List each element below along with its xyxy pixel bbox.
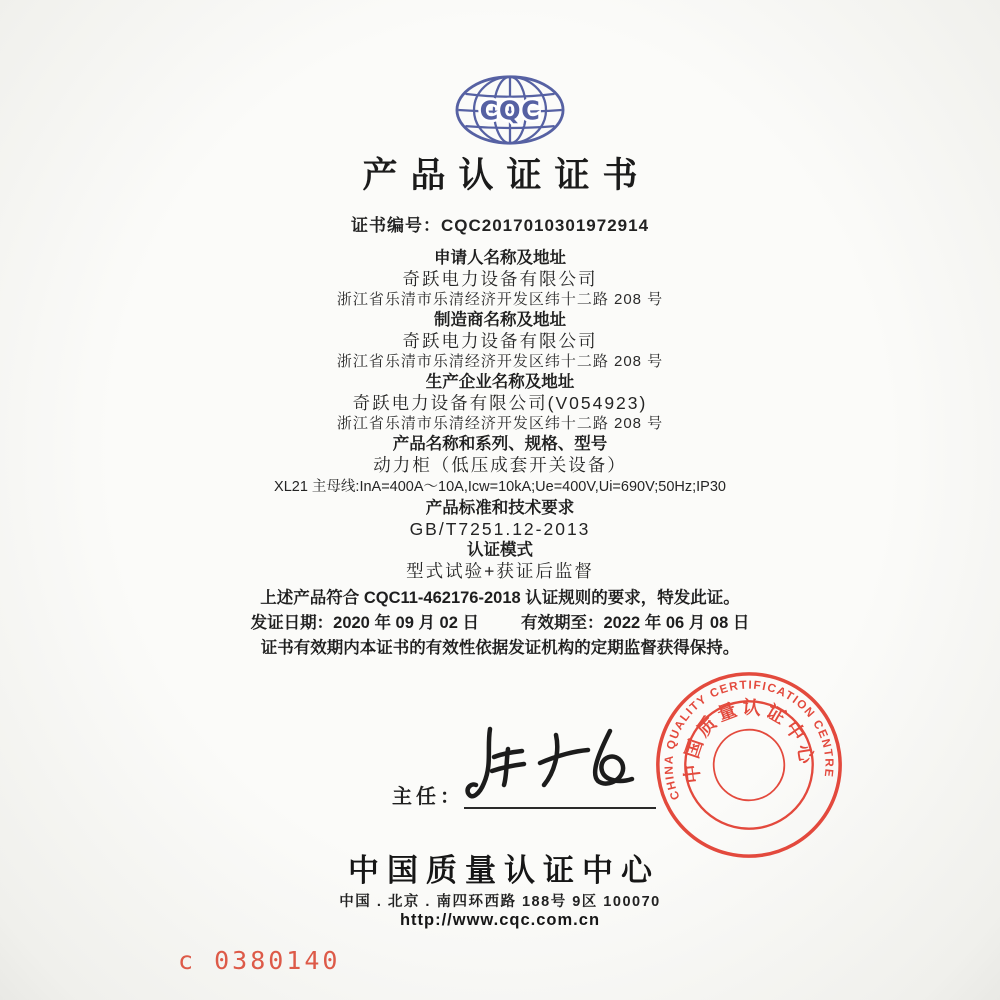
section-header: 产品名称和系列、规格、型号: [392, 435, 608, 453]
certificate-number-line: [0, 211, 1000, 236]
cqc-globe-logo: [453, 74, 567, 146]
factory-address: 浙江省乐清市乐清经济开发区纬十二路 208 号: [336, 415, 664, 432]
section-standard: [0, 498, 1000, 540]
validity-note: 证书有效期内本证书的有效性依据发证机构的定期监督获得保持。: [260, 639, 740, 657]
director-label: 主任：: [392, 786, 464, 808]
applicant-name: 奇跃电力设备有限公司: [402, 269, 598, 289]
cqc-official-seal: [638, 654, 859, 875]
handwritten-signature: [452, 721, 667, 813]
standard-code: GB/T7251.12-2013: [409, 519, 591, 539]
seal-english-text: CHINA QUALITY CERTIFICATION CENTRE: [662, 678, 836, 802]
section-applicant: [0, 248, 1000, 310]
section-header: 申请人名称及地址: [434, 249, 566, 267]
seal-icon: [638, 654, 859, 875]
issuer-url: http://www.cqc.com.cn: [399, 911, 601, 929]
manufacturer-name: 奇跃电力设备有限公司: [402, 331, 598, 351]
signature-line: [464, 783, 656, 809]
certificate-number: CQC2017010301972914: [440, 216, 650, 235]
statement-line: 上述产品符合 CQC11-462176-2018 认证规则的要求，特发此证。: [260, 589, 740, 607]
factory-name: 奇跃电力设备有限公司(V054923): [352, 393, 648, 413]
section-manufacturer: [0, 310, 1000, 372]
section-header: 制造商名称及地址: [434, 311, 566, 329]
cert-mode-value: 型式试验+获证后监督: [406, 561, 594, 581]
product-name: 动力柜（低压成套开关设备）: [373, 455, 627, 475]
issue-date-label: 发证日期：: [250, 614, 334, 632]
applicant-address: 浙江省乐清市乐清经济开发区纬十二路 208 号: [336, 291, 664, 308]
valid-until-label: 有效期至：: [521, 614, 604, 632]
product-spec: XL21 主母线:InA=400A～10A,Icw=10kA;Ue=400V,Ui=690V;50Hz;IP30: [274, 479, 726, 495]
certificate-number-label: 证书编号：: [350, 216, 441, 235]
section-product: [0, 434, 1000, 498]
issuer-address: 中国 . 北京 . 南四环西路 188号 9区 100070: [339, 894, 661, 910]
globe-icon: [453, 74, 567, 146]
dates-line: [0, 611, 1000, 636]
statement-block: [0, 586, 1000, 661]
signature-row: [392, 780, 656, 809]
section-header: 认证模式: [467, 541, 533, 559]
issue-date: 2020 年 09 月 02 日: [333, 614, 479, 632]
page-title: 产品认证证书: [362, 156, 651, 195]
form-serial-number: c 0380140: [178, 946, 341, 975]
issuer-name: 中国质量认证中心: [348, 853, 660, 888]
manufacturer-address: 浙江省乐清市乐清经济开发区纬十二路 208 号: [336, 353, 664, 370]
valid-until-date: 2022 年 06 月 08 日: [603, 614, 750, 632]
logo-text: CQC: [479, 96, 541, 127]
section-header: 生产企业名称及地址: [425, 373, 575, 391]
section-cert-mode: [0, 540, 1000, 582]
section-factory: [0, 372, 1000, 434]
certificate-body: [0, 211, 1000, 661]
seal-chinese-text: 中国质量认证中心: [680, 696, 818, 785]
section-header: 产品标准和技术要求: [425, 499, 575, 517]
